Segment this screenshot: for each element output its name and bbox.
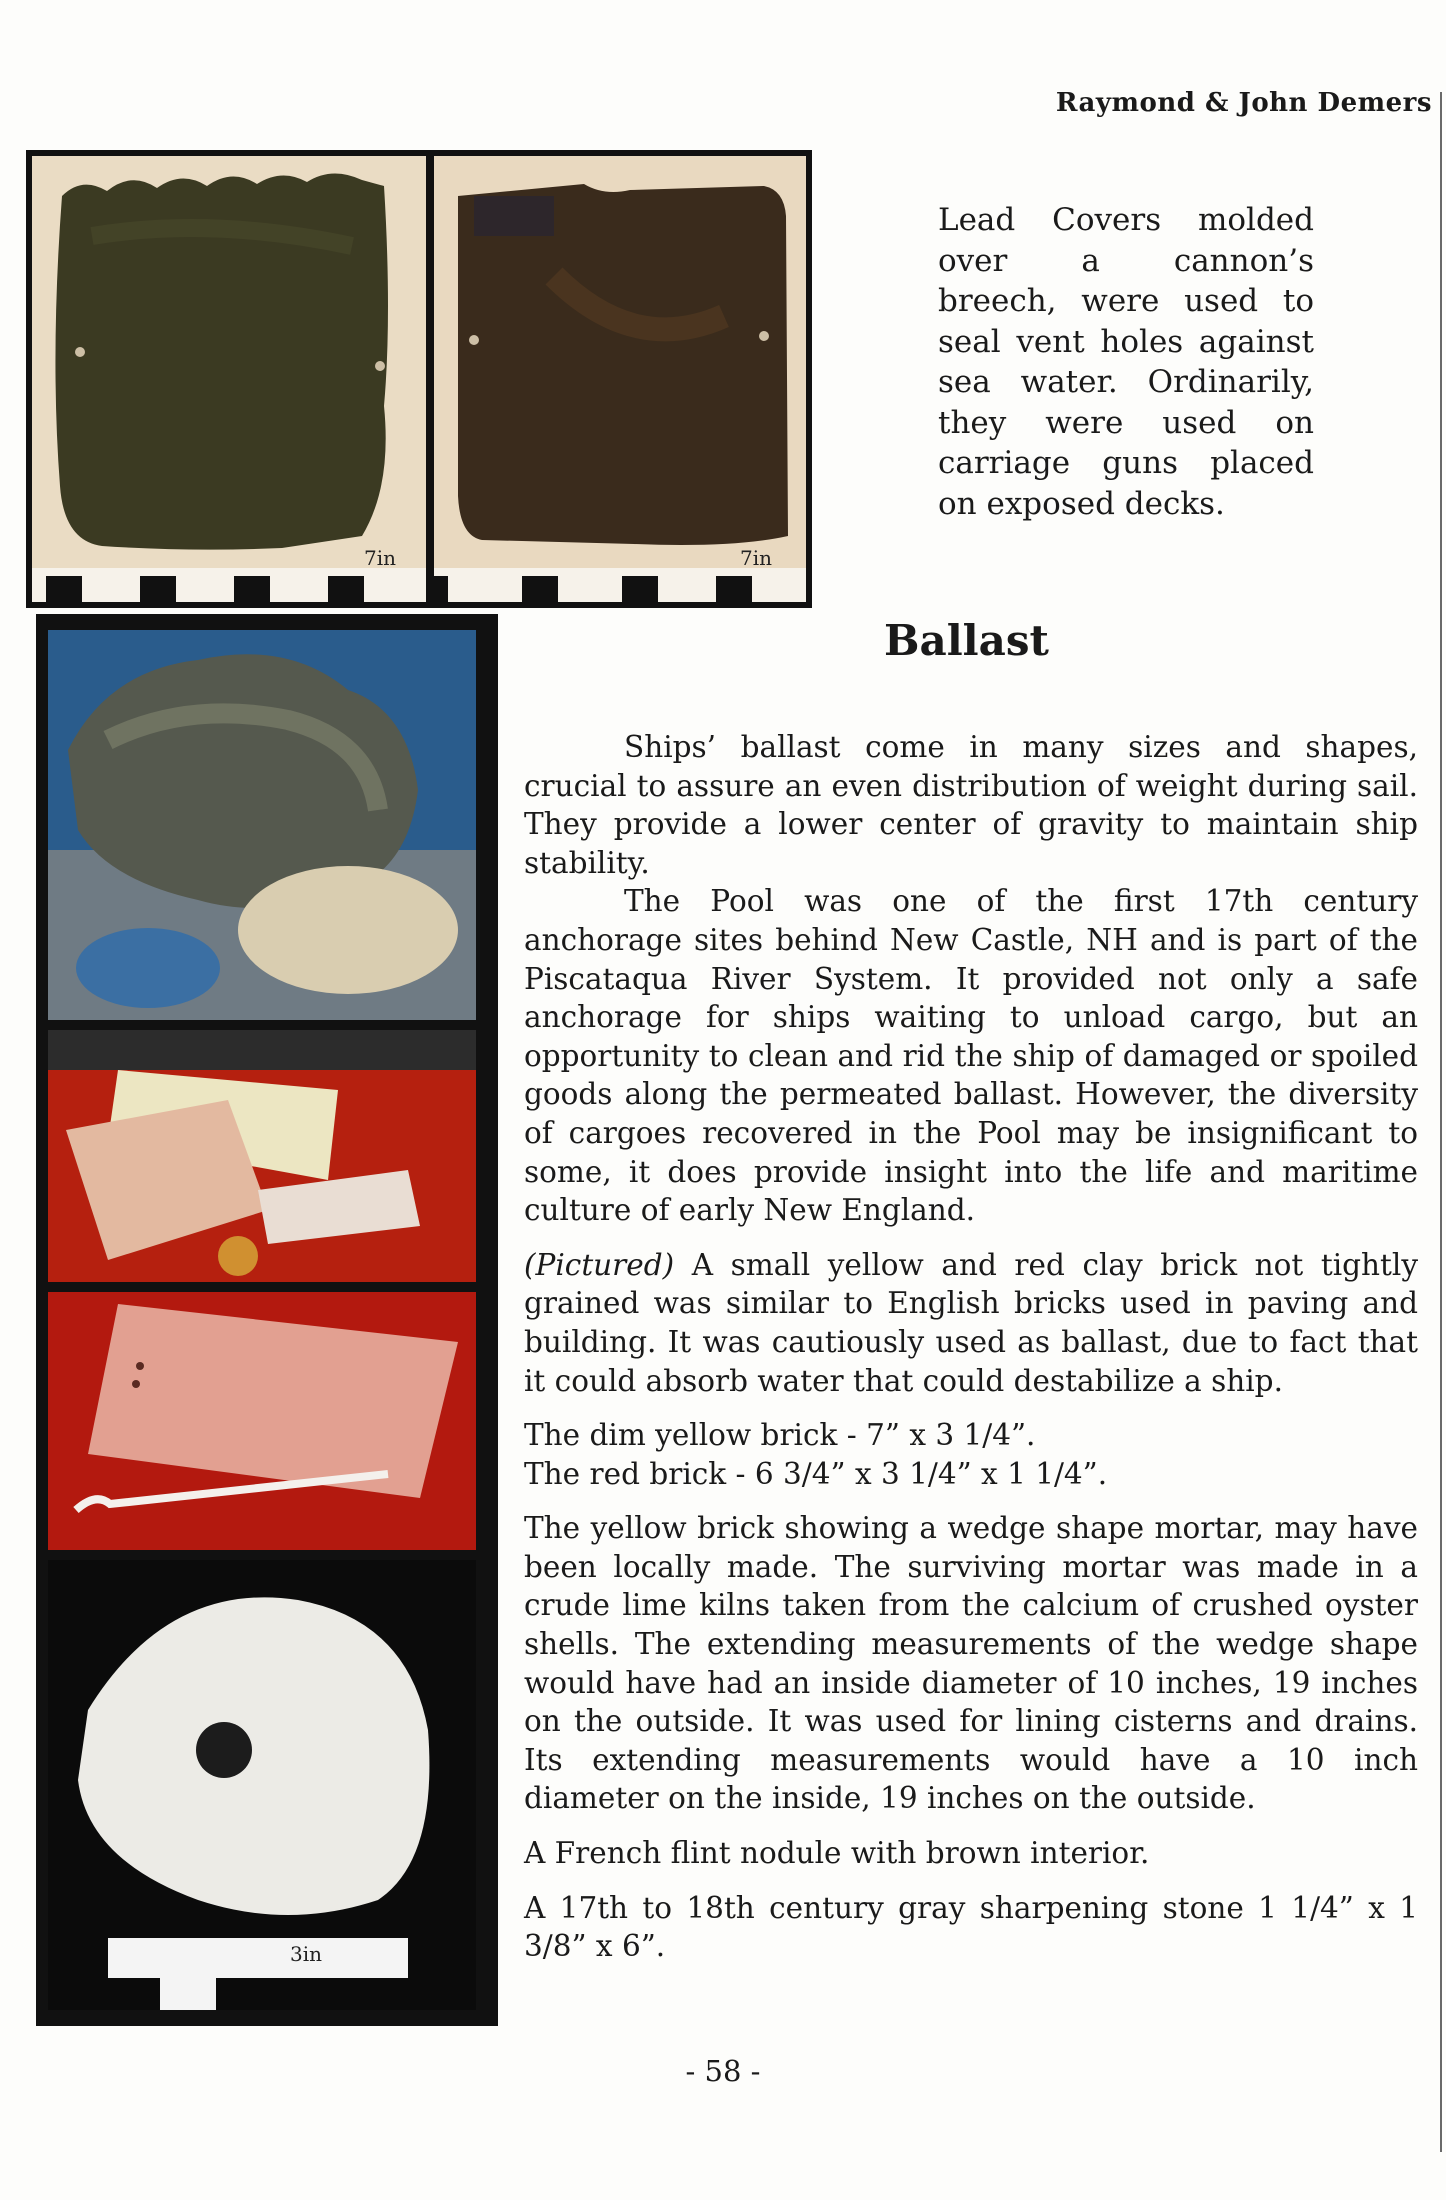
ballast-photo-frame (36, 614, 498, 2026)
ballast-body-text (524, 728, 1418, 1966)
lead-cover-left-scale-label: 7in (364, 546, 397, 570)
lead-cover-photo-right (434, 156, 806, 602)
pictured-text: A small yellow and red clay brick not tightly grained was similar to English bricks used in paving and building. It was cautiously used as ballast, due to fact that it could absorb water that could destabilize a ship. (524, 1247, 1418, 1398)
stone-scale-label: 3in (290, 1942, 323, 1966)
dimension-yellow-brick: The dim yellow brick - 7” x 3 1/4”. (524, 1418, 1036, 1453)
lead-cover-photo-left (32, 156, 426, 602)
bricks-image (48, 1030, 476, 1282)
lead-covers-photo-frame (26, 150, 812, 608)
ballast-stones-image (48, 630, 476, 1020)
red-brick-and-pipe-image (48, 1292, 476, 1550)
lead-cover-right-image (434, 156, 806, 602)
page-edge-rule (1440, 92, 1442, 2152)
pictured-label: (Pictured) (524, 1247, 675, 1282)
ballast-stones-photo (48, 630, 476, 1020)
sharpening-stone-photo (48, 1560, 476, 2010)
paragraph-sharpening-stone: A 17th to 18th century gray sharpening stone 1 1/4” x 1 3/8” x 6”. (524, 1890, 1418, 1964)
paragraph-ship-ballast: Ships’ ballast come in many sizes and shapes, crucial to assure an even distribution of weight during sail. They provide a lower center of gravity to maintain ship stability. (524, 730, 1418, 880)
paragraph-the-pool: The Pool was one of the first 17th century anchorage sites behind New Castle, NH and is part of the Piscataqua River System. It provided not only a safe anchorage for ships waiting to unload cargo, but an opportunity to clean and rid the ship of damaged or spoiled goods along the permeated ballast. However, the diversity of cargoes recovered in the Pool may be insignificant to some, it does provide insight into the life and maritime culture of early New England. (524, 884, 1418, 1228)
page-number: - 58 - (685, 2054, 761, 2088)
paragraph-flint-nodule: A French flint nodule with brown interior. (524, 1836, 1150, 1871)
lead-cover-left-image (32, 156, 426, 602)
dimension-red-brick: The red brick - 6 3/4” x 3 1/4” x 1 1/4”. (524, 1456, 1108, 1491)
lead-cover-right-scale-label: 7in (740, 546, 773, 570)
lead-covers-caption: Lead Covers molded over a cannon’s breech, were used to seal vent holes against sea water. Ordinarily, they were used on carriage guns placed on exposed decks. (938, 202, 1314, 522)
paragraph-wedge-mortar: The yellow brick showing a wedge shape mortar, may have been locally made. The surviving mortar was made in a crude lime kilns taken from the calcium of crushed oyster shells. The extending measurements of the wedge shape would have had an inside diameter of 10 inches, 19 inches on the outside. It was used for lining cisterns and drains. Its extending measurements would have a 10 inch diameter on the inside, 19 inches on the outside. (524, 1511, 1418, 1816)
sharpening-stone-image (48, 1560, 476, 2010)
bricks-photo (48, 1030, 476, 1282)
red-brick-and-pipe-photo (48, 1292, 476, 1550)
section-heading: Ballast (884, 616, 1049, 665)
paragraph-pictured (524, 1246, 1418, 1400)
running-head: Raymond & John Demers (1055, 88, 1432, 118)
